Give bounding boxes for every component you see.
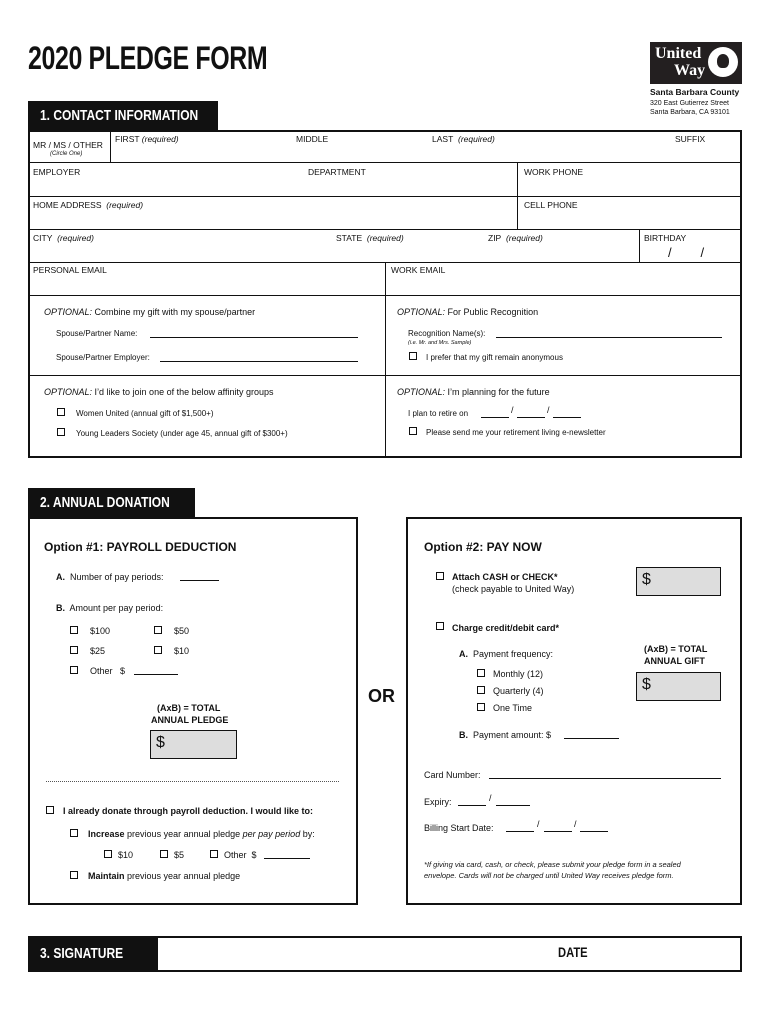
- pay-periods-label: A. Number of pay periods:: [56, 572, 164, 582]
- amount-25-checkbox[interactable]: [70, 646, 78, 654]
- spouse-employer-label: Spouse/Partner Employer:: [56, 353, 150, 362]
- middle-name-field[interactable]: MIDDLE: [296, 134, 329, 144]
- frequency-label: A. Payment frequency:: [459, 649, 554, 659]
- axb-gift-line2: ANNUAL GIFT: [644, 656, 705, 666]
- cash-check-checkbox[interactable]: [436, 572, 444, 580]
- future-heading: OPTIONAL: I’m planning for the future: [397, 387, 550, 397]
- birthday-slashes: / /: [668, 245, 705, 260]
- footnote: *If giving via card, cash, or check, please submit your pledge form in a sealed envelope. Cards will not be charged until United Way receives pledge form.: [424, 860, 681, 880]
- prefix-label: MR / MS / OTHER: [33, 140, 103, 150]
- card-number-input[interactable]: [489, 768, 721, 779]
- signature-section-heading: 3. SIGNATURE: [28, 936, 158, 972]
- recognition-heading: OPTIONAL: For Public Recognition: [397, 307, 539, 317]
- amount-10-checkbox[interactable]: [154, 646, 162, 654]
- axb-gift-line1: (AxB) = TOTAL: [644, 644, 708, 654]
- prefix-note: (Circle One): [50, 151, 83, 157]
- dotted-divider: [46, 781, 339, 782]
- recognition-names-input[interactable]: [496, 327, 722, 338]
- card-number-label: Card Number:: [424, 770, 481, 780]
- work-email-field[interactable]: WORK EMAIL: [391, 265, 446, 275]
- young-leaders-label: Young Leaders Society (under age 45, annual gift of $300+): [76, 429, 288, 438]
- anonymous-checkbox[interactable]: [409, 352, 417, 360]
- hand-icon: [708, 47, 738, 77]
- recognition-names-label: Recognition Name(s):: [408, 329, 486, 338]
- increase-5-label: $5: [174, 850, 185, 860]
- amount-other-checkbox[interactable]: [70, 666, 78, 674]
- date-label: DATE: [558, 944, 588, 960]
- billing-month-input[interactable]: [506, 821, 534, 832]
- increase-label: Increase previous year annual pledge per pay period by:: [88, 829, 315, 839]
- newsletter-label: Please send me your retirement living e-newsletter: [426, 428, 606, 437]
- affinity-heading: OPTIONAL: I’d like to join one of the below affinity groups: [44, 387, 274, 397]
- retire-month-input[interactable]: [481, 407, 509, 418]
- amount-other-input[interactable]: [134, 664, 178, 675]
- women-united-checkbox[interactable]: [57, 408, 65, 416]
- quarterly-label: Quarterly (4): [493, 686, 544, 696]
- increase-other-checkbox[interactable]: [210, 850, 218, 858]
- annual-gift-total-input[interactable]: $: [636, 672, 721, 701]
- contact-section-heading: 1. CONTACT INFORMATION: [28, 101, 218, 131]
- personal-email-field[interactable]: PERSONAL EMAIL: [33, 265, 107, 275]
- quarterly-checkbox[interactable]: [477, 686, 485, 694]
- expiry-year-input[interactable]: [496, 795, 530, 806]
- charge-card-label: Charge credit/debit card*: [452, 623, 560, 633]
- amount-50-label: $50: [174, 626, 190, 636]
- cash-check-label: Attach CASH or CHECK*: [452, 572, 558, 582]
- amount-other-label: Other $: [90, 666, 126, 676]
- young-leaders-checkbox[interactable]: [57, 428, 65, 436]
- charge-card-checkbox[interactable]: [436, 622, 444, 630]
- amount-25-label: $25: [90, 646, 106, 656]
- spouse-employer-input[interactable]: [160, 351, 358, 362]
- retire-label: I plan to retire on: [408, 409, 469, 418]
- retire-year-input[interactable]: [553, 407, 581, 418]
- pay-periods-input[interactable]: [180, 570, 219, 581]
- axb-pledge-line1: (AxB) = TOTAL: [157, 703, 221, 713]
- zip-field[interactable]: ZIP (required): [488, 233, 543, 243]
- payment-amount-label: B. Payment amount: $: [459, 730, 552, 740]
- billing-start-label: Billing Start Date:: [424, 823, 494, 833]
- recognition-example: (i.e. Mr. and Mrs. Sample): [408, 340, 472, 346]
- logo-text-united: United: [655, 45, 702, 62]
- cash-amount-input[interactable]: $: [636, 567, 721, 596]
- payable-note: (check payable to United Way): [452, 584, 575, 594]
- one-time-label: One Time: [493, 703, 533, 713]
- already-donate-checkbox[interactable]: [46, 806, 54, 814]
- increase-checkbox[interactable]: [70, 829, 78, 837]
- spouse-name-label: Spouse/Partner Name:: [56, 329, 138, 338]
- axb-pledge-line2: ANNUAL PLEDGE: [151, 715, 229, 725]
- annual-pledge-total-input[interactable]: $: [150, 730, 237, 759]
- option2-title: Option #2: PAY NOW: [424, 540, 542, 554]
- donation-section-heading: 2. ANNUAL DONATION: [28, 488, 195, 518]
- cell-phone-field[interactable]: CELL PHONE: [524, 200, 578, 210]
- amount-per-label: B. Amount per pay period:: [56, 603, 164, 613]
- county-name: Santa Barbara County: [650, 87, 740, 97]
- logo-text-way: Way: [674, 62, 706, 79]
- billing-year-input[interactable]: [580, 821, 608, 832]
- increase-other-label: Other $: [224, 850, 257, 860]
- signature-input[interactable]: [134, 938, 534, 970]
- address: [650, 99, 730, 117]
- form-title: 2020 PLEDGE FORM: [28, 40, 268, 76]
- newsletter-checkbox[interactable]: [409, 427, 417, 435]
- or-separator: OR: [368, 686, 395, 706]
- maintain-checkbox[interactable]: [70, 871, 78, 879]
- state-field[interactable]: STATE (required): [336, 233, 404, 243]
- one-time-checkbox[interactable]: [477, 703, 485, 711]
- birthday-field[interactable]: BIRTHDAY: [644, 233, 687, 243]
- increase-10-label: $10: [118, 850, 134, 860]
- last-name-field[interactable]: LAST (required): [432, 134, 495, 144]
- date-input[interactable]: [600, 938, 738, 970]
- work-phone-field[interactable]: WORK PHONE: [524, 167, 584, 177]
- women-united-label: Women United (annual gift of $1,500+): [76, 409, 214, 418]
- amount-10-label: $10: [174, 646, 190, 656]
- first-name-field[interactable]: FIRST (required): [115, 134, 179, 144]
- increase-5-checkbox[interactable]: [160, 850, 168, 858]
- option1-title: Option #1: PAYROLL DEDUCTION: [44, 540, 237, 554]
- maintain-label: Maintain previous year annual pledge: [88, 871, 241, 881]
- increase-10-checkbox[interactable]: [104, 850, 112, 858]
- expiry-label: Expiry:: [424, 797, 452, 807]
- spouse-name-input[interactable]: [150, 327, 358, 338]
- address-line1: 320 East Gutierrez Street: [650, 100, 729, 107]
- spouse-heading: OPTIONAL: Combine my gift with my spouse/partner: [44, 307, 256, 317]
- monthly-label: Monthly (12): [493, 669, 544, 679]
- increase-other-input[interactable]: [264, 848, 310, 859]
- home-address-field[interactable]: HOME ADDRESS (required): [33, 200, 144, 210]
- payment-amount-input[interactable]: [564, 728, 619, 739]
- city-field[interactable]: CITY (required): [33, 233, 94, 243]
- amount-100-checkbox[interactable]: [70, 626, 78, 634]
- billing-day-input[interactable]: [544, 821, 572, 832]
- suffix-field[interactable]: SUFFIX: [675, 134, 706, 144]
- united-way-logo: [650, 42, 742, 84]
- employer-field[interactable]: EMPLOYER: [33, 167, 81, 177]
- address-line2: Santa Barbara, CA 93101: [650, 109, 730, 116]
- already-donate-label: I already donate through payroll deduction. I would like to:: [63, 806, 314, 816]
- monthly-checkbox[interactable]: [477, 669, 485, 677]
- amount-100-label: $100: [90, 626, 111, 636]
- anonymous-label: I prefer that my gift remain anonymous: [426, 353, 563, 362]
- amount-50-checkbox[interactable]: [154, 626, 162, 634]
- retire-day-input[interactable]: [517, 407, 545, 418]
- expiry-month-input[interactable]: [458, 795, 486, 806]
- department-field[interactable]: DEPARTMENT: [308, 167, 366, 177]
